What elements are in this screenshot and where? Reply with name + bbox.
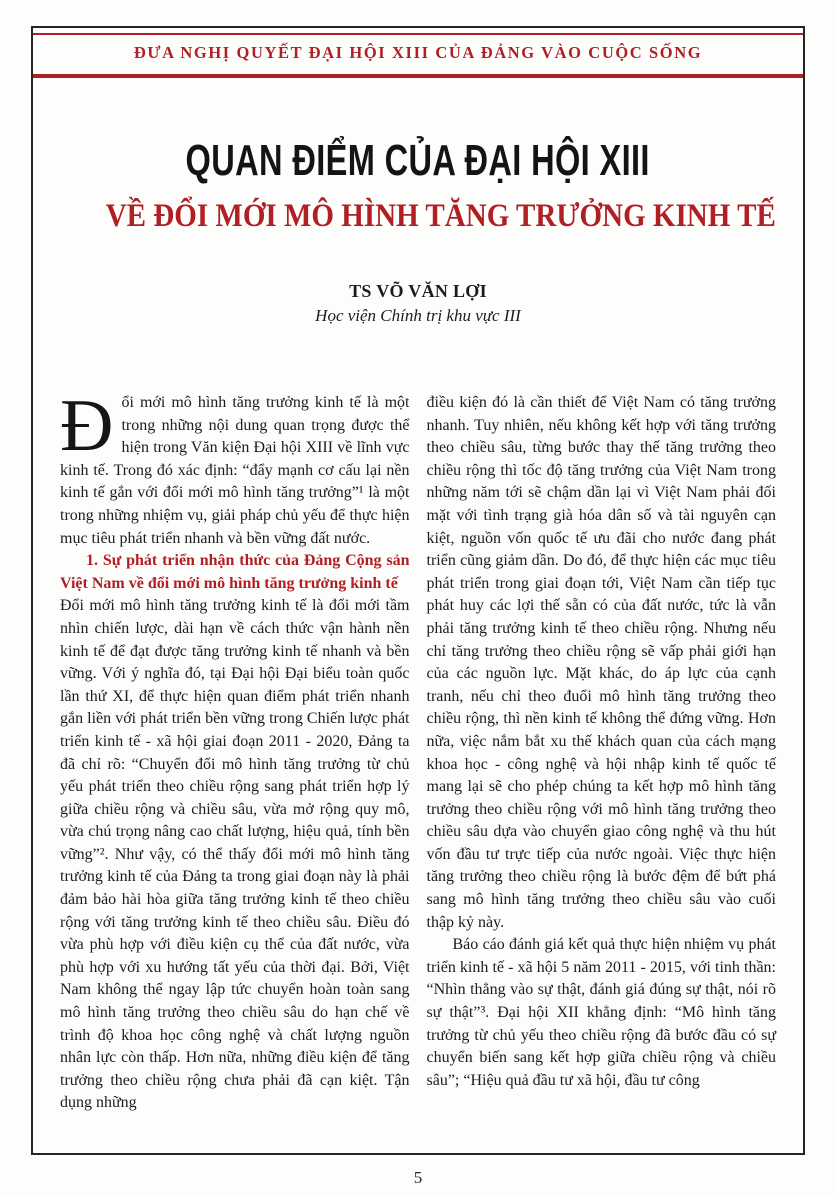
running-header-text: ĐƯA NGHỊ QUYẾT ĐẠI HỘI XIII CỦA ĐẢNG VÀO CUỘC SỐNG xyxy=(133,43,703,62)
left-column xyxy=(60,385,410,1115)
author-name: TS VÕ VĂN LỢI xyxy=(349,281,487,301)
page-number: 5 xyxy=(413,1168,423,1187)
running-header xyxy=(33,28,803,78)
right-column-paragraph-1: điều kiện đó là cần thiết để Việt Nam có tăng trưởng nhanh. Tuy nhiên, nếu không kết hợp với tăng trưởng theo chiều sâu, từng bước thay thế tăng trưởng theo chiều rộng thì tốc độ tăng trưởng của Việt Nam trong những năm tới sẽ chậm dần lại vì Việt Nam phải đối mặt với tình trạng già hóa dân số và tài nguyên cạn kiệt, nguồn vốn quốc tế ưu đãi cho nước đang phát triển cũng giảm dần. Do đó, để thực hiện các mục tiêu phát triển trong giai đoạn tới, Việt Nam cần tiếp tục phát huy các lợi thế sẵn có của đất nước, tức là vẫn phải tăng trưởng kinh tế theo chiều rộng. Nhưng nếu chỉ tăng trưởng theo chiều rộng sẽ vấp phải giới hạn của các nguồn lực. Mặt khác, do áp lực của cạnh tranh, nếu chỉ theo đuổi mô hình tăng trưởng theo chiều rộng, thì nền kinh tế không thể đứng vững. Hơn nữa, việc nắm bắt xu thế khách quan của cách mạng khoa học - công nghệ và hội nhập kinh tế quốc tế mang lại sẽ cho phép chúng ta kết hợp mô hình tăng trưởng theo chiều rộng với mô hình tăng trưởng theo chiều sâu dựa vào chuyển giao công nghệ và thu hút vốn đầu tư trực tiếp của nước ngoài. Việc thực hiện tăng trưởng theo chiều rộng là bước đệm để bứt phá sang mô hình tăng trưởng theo chiều sâu vào cuối thập kỷ này. xyxy=(426,394,776,931)
right-column xyxy=(427,392,777,1115)
article-title-line1: QUAN ĐIỂM CỦA ĐẠI HỘI XIII xyxy=(185,136,651,185)
byline xyxy=(60,281,776,326)
body-columns xyxy=(60,385,776,1115)
dropcap-letter: Đ xyxy=(60,385,114,467)
article-title-line2: VỀ ĐỔI MỚI MÔ HÌNH TĂNG TRƯỞNG KINH TẾ xyxy=(105,198,776,234)
intro-paragraph-text: ổi mới mô hình tăng trưởng kinh tế là một trong những nội dung quan trọng được thể hiện trong Văn kiện Đại hội XIII về lĩnh vực kinh tế. Trong đó xác định: “đẩy mạnh cơ cấu lại nền kinh tế gắn với đổi mới mô hình tăng trưởng”¹ là một trong những nhiệm vụ, giải pháp chủ yếu để thực hiện mục tiêu phát triển nhanh và bền vững đất nước. xyxy=(60,394,410,547)
section-heading-1: 1. Sự phát triển nhận thức của Đảng Cộng sản Việt Nam về đổi mới mô hình tăng trưởng kinh tế xyxy=(60,552,410,592)
article-title-line2-wrap xyxy=(60,198,776,235)
page-border-frame xyxy=(31,26,805,1155)
article-title-block xyxy=(60,136,776,235)
left-column-paragraph: Đổi mới mô hình tăng trưởng kinh tế là đổi mới tầm nhìn chiến lược, dài hạn về cách thức vận hành nền kinh tế để đạt được tăng trưởng kinh tế nhanh và bền vững. Với ý nghĩa đó, tại Đại hội Đại biểu toàn quốc lần thứ XI, để thực hiện quan điểm phát triển nhanh gắn liền với phát triển bền vững trong Chiến lược phát triển kinh tế - xã hội giai đoạn 2011 - 2020, Đảng ta đã chỉ rõ: “Chuyển đổi mô hình tăng trưởng từ chủ yếu phát triển theo chiều rộng sang phát triển hợp lý giữa chiều rộng và chiều sâu, vừa mở rộng quy mô, vừa chú trọng nâng cao chất lượng, hiệu quả, tính bền vững”². Như vậy, có thể thấy đổi mới mô hình tăng trưởng kinh tế của Đảng ta trong giai đoạn này là phải đảm bảo hài hòa giữa tăng trưởng kinh tế theo chiều rộng với tăng trưởng kinh tế theo chiều sâu. Điều đó vừa phù hợp với điều kiện cụ thể của đất nước, vừa phù hợp với xu hướng tất yếu của thời đại. Bởi, Việt Nam không thể ngay lập tức chuyển hoàn toàn sang mô hình tăng trưởng theo chiều sâu do hạn chế về trình độ khoa học công nghệ và chất lượng nguồn nhân lực còn thấp. Hơn nữa, những điều kiện để tăng trưởng theo chiều rộng chưa phải đã cạn kiệt. Tận dụng những xyxy=(60,597,410,1112)
author-affiliation: Học viện Chính trị khu vực III xyxy=(315,306,521,325)
right-column-paragraph-2: Báo cáo đánh giá kết quả thực hiện nhiệm vụ phát triển kinh tế - xã hội 5 năm 2011 - 2015, với tinh thần: “Nhìn thẳng vào sự thật, đánh giá đúng sự thật, nói rõ sự thật”³. Đại hội XII khẳng định: “Mô hình tăng trưởng từ chủ yếu theo chiều rộng đã bước đầu có sự chuyển biến sang kết hợp giữa chiều rộng và chiều sâu”; “Hiệu quả đầu tư xã hội, đầu tư công xyxy=(426,936,776,1089)
intro-paragraph xyxy=(60,385,410,550)
